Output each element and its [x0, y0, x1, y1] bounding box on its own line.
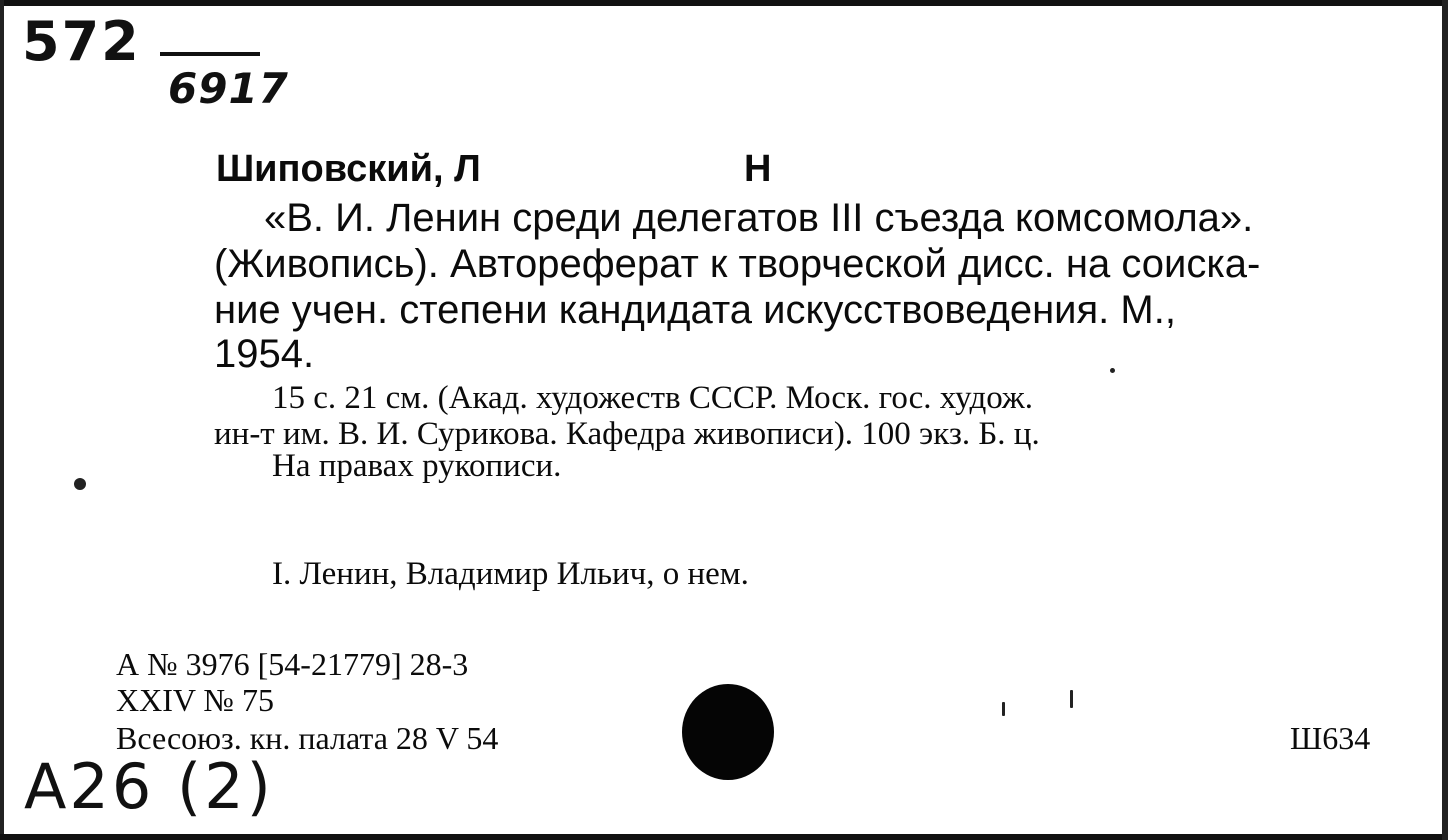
shelf-code: Ш634: [1290, 720, 1371, 756]
title-line-2: (Живопись). Автореферат к творческой дисс. на соиска-: [214, 242, 1261, 286]
subject-heading: I. Ленин, Владимир Ильич, о нем.: [272, 556, 749, 592]
card-border-left: [0, 0, 4, 840]
scan-speck: [1070, 690, 1073, 708]
scan-speck: [1110, 368, 1115, 373]
classification-line: XXIV № 75: [116, 682, 274, 718]
card-border-bottom: [0, 834, 1448, 840]
card-punch-hole: [682, 684, 774, 780]
handwritten-shelf-mark: A26 (2): [24, 750, 274, 823]
author-second-initial: Н: [744, 148, 772, 190]
title-line-4: 1954.: [214, 332, 315, 376]
publisher-line: Всесоюз. кн. палата 28 V 54: [116, 720, 499, 756]
collation-line-3: На правах рукописи.: [272, 448, 562, 484]
title-line-1: «В. И. Ленин среди делегатов III съезда комсомола».: [264, 196, 1254, 240]
scan-speck: [1002, 702, 1005, 716]
collation-line-2: ин-т им. В. И. Сурикова. Кафедра живописи). 100 экз. Б. ц.: [214, 416, 1040, 452]
collation-line-1: 15 с. 21 см. (Акад. художеств СССР. Моск. гос. худож.: [272, 380, 1033, 416]
handwritten-number: 6917: [168, 64, 289, 113]
scan-speck: [74, 478, 86, 490]
author-heading: Шиповский, Л: [216, 148, 481, 190]
handwritten-code: 572: [22, 10, 141, 73]
card-border-right: [1442, 0, 1448, 840]
registration-line: А № 3976 [54-21779] 28-3: [116, 646, 469, 682]
handwritten-fraction-line: [160, 52, 260, 56]
title-line-3: ние учен. степени кандидата искусствоведения. М.,: [214, 288, 1176, 332]
card-border-top: [0, 0, 1448, 6]
